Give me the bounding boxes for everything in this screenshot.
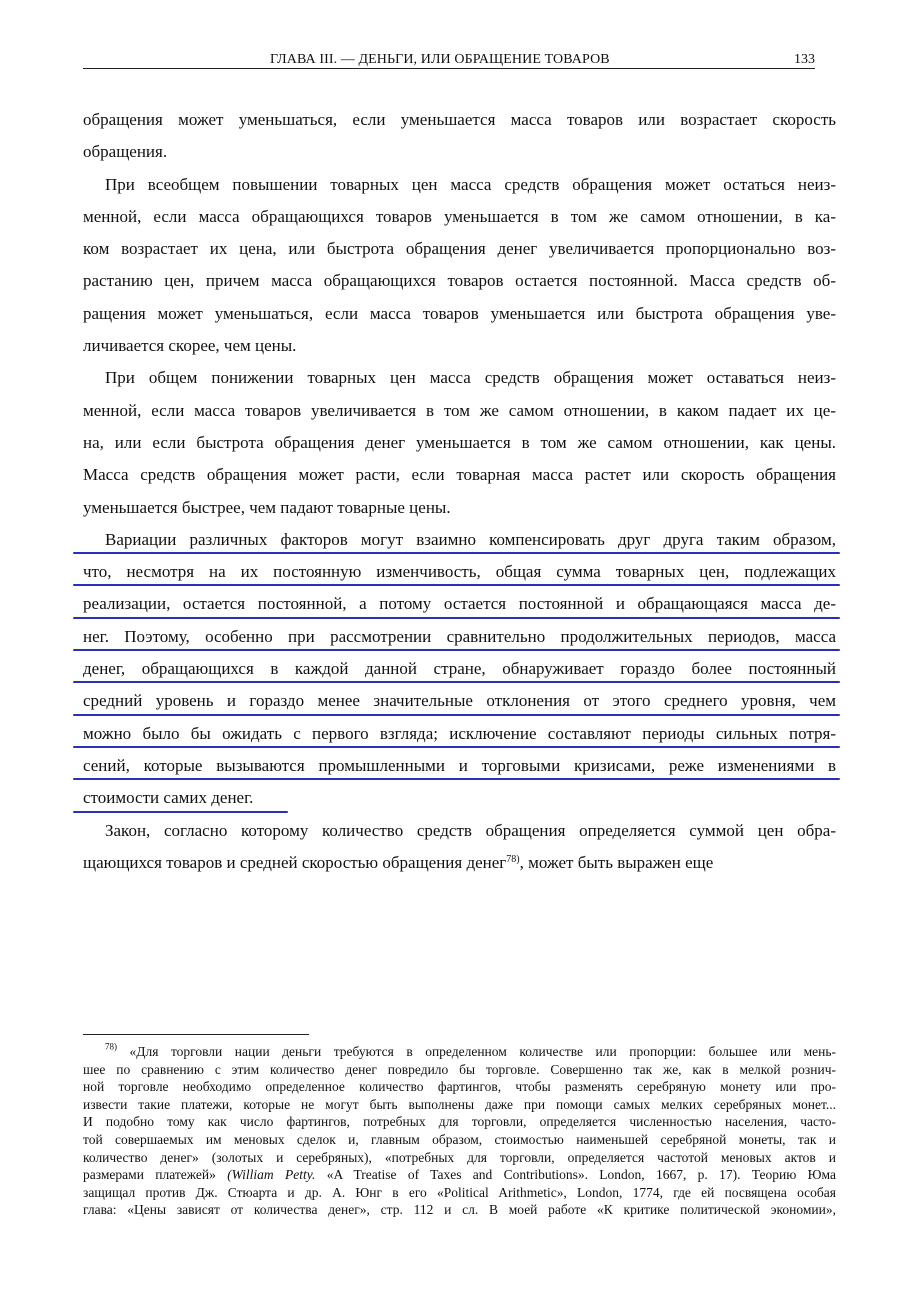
text-line: При общем понижении товарных цен масса средств обращения может оставаться неиз- [105, 368, 836, 388]
main-text [83, 104, 836, 879]
running-header [83, 51, 815, 69]
highlighted-text-line: реализации, остается постоянной, а потому остается постоянной и обращающаяся масса де- [83, 588, 836, 620]
text-line: ком возрастает их цена, или быстрота обращения денег увеличивается пропорционально воз- [83, 239, 836, 259]
footnote-line [83, 1043, 836, 1061]
highlighted-text-line: нег. Поэтому, особенно при рассмотрении сравнительно продолжительных периодов, масса [83, 621, 836, 653]
text-line: уменьшается быстрее, чем падают товарные цены. [83, 497, 451, 517]
footnote-line: извести такие платежи, которые не могут быть выполнены даже при помощи самых мелких серебряных монет... [83, 1096, 836, 1112]
text-fragment: щающихся товаров и средней скоростью обращения денег [83, 852, 507, 872]
highlighted-text-line: можно было бы ожидать с первого взгляда; исключение составляют периоды сильных потря- [83, 718, 836, 750]
text-line: обращения может уменьшаться, если уменьшается масса товаров или возрастает скорость [83, 110, 836, 129]
footnote-line: защищал против Дж. Стюарта и др. А. Юнг в его «Political Arithmetic», London, 1774, где ей посвящена особая [83, 1184, 836, 1200]
highlighted-text-line: средний уровень и гораздо менее значительные отклонения от этого среднего уровня, чем [83, 685, 836, 717]
text-line: растанию цен, причем масса обращающихся товаров остается постоянной. Масса средств об- [83, 271, 836, 291]
text-line: личивается скорее, чем цены. [83, 336, 297, 356]
text-fragment: «A Treatise of Taxes and Contributions». London, 1667, p. 17). Теорию Юма [315, 1167, 836, 1183]
footnote-line: той совершаемых им меновых сделок и, главным образом, стоимостью наименьшей серебряной монеты, так и [83, 1131, 836, 1147]
page-number: 133 [794, 52, 815, 67]
text-line: ращения может уменьшаться, если масса товаров уменьшается или быстрота обращения уве- [83, 303, 836, 323]
footnote-line: ной торговле необходимо определенное количество фартингов, чтобы разменять серебряную монету или про- [83, 1079, 836, 1095]
highlighted-text-line: стоимости самих денег. [83, 782, 836, 814]
text-line: менной, если масса товаров увеличивается в том же самом отношении, в каком падает их це- [83, 400, 836, 420]
text-fragment: размерами платежей» [83, 1167, 228, 1183]
footnote-separator [83, 1034, 309, 1035]
text-line: При всеобщем повышении товарных цен масса средств обращения может остаться неиз- [105, 174, 836, 194]
text-line: на, или если быстрота обращения денег уменьшается в том же самом отношении, как цены. [83, 432, 836, 452]
text-fragment: «Для торговли нации деньги требуются в определенном количестве или пропорции: большее или мень- [117, 1044, 836, 1059]
footnote-reference[interactable]: 78) [506, 853, 520, 865]
highlighted-text-line: сений, которые вызываются промышленными и торговыми кризисами, реже изменениями в [83, 750, 836, 782]
text-line [83, 847, 836, 879]
highlighted-text-line: что, несмотря на их постоянную изменчивость, общая сумма товарных цен, подлежащих [83, 556, 836, 588]
footnote-line [83, 1166, 836, 1184]
text-line: обращения. [83, 142, 168, 162]
highlighted-text-line: Вариации различных факторов могут взаимно компенсировать друг друга таким образом, [83, 524, 836, 556]
footnote-marker: 78) [105, 1041, 117, 1052]
header-rule [83, 68, 815, 69]
chapter-title: ГЛАВА III. — ДЕНЬГИ, ИЛИ ОБРАЩЕНИЕ ТОВАРОВ [270, 52, 610, 67]
text-line: Закон, согласно которому количество средств обращения определяется суммой цен обра- [105, 820, 836, 840]
footnote-line: шее по сравнению с этим количество денег повредило бы торговле. Совершенно так же, как в мелкой рознич- [83, 1061, 836, 1077]
highlighted-text-line: денег, обращающихся в каждой данной стране, обнаруживает гораздо более постоянный [83, 653, 836, 685]
author-citation: (William Petty. [227, 1167, 316, 1183]
text-fragment: , может быть выражен еще [519, 852, 714, 872]
footnote [83, 1043, 836, 1219]
text-line: Масса средств обращения может расти, если товарная масса растет или скорость обращения [83, 465, 836, 485]
footnote-line: И подобно тому как число фартингов, потребных для торговли, определяется численностью населения, часто- [83, 1114, 836, 1130]
footnote-line: количество денег» (золотых и серебряных), «потребных для торговли, определяется частотой меновых актов и [83, 1149, 836, 1165]
footnote-line: глава: «Цены зависят от количества денег», стр. 112 и сл. В моей работе «К критике политической экономии», [83, 1202, 836, 1218]
text-line: менной, если масса обращающихся товаров уменьшается в том же самом отношении, в ка- [83, 206, 836, 226]
